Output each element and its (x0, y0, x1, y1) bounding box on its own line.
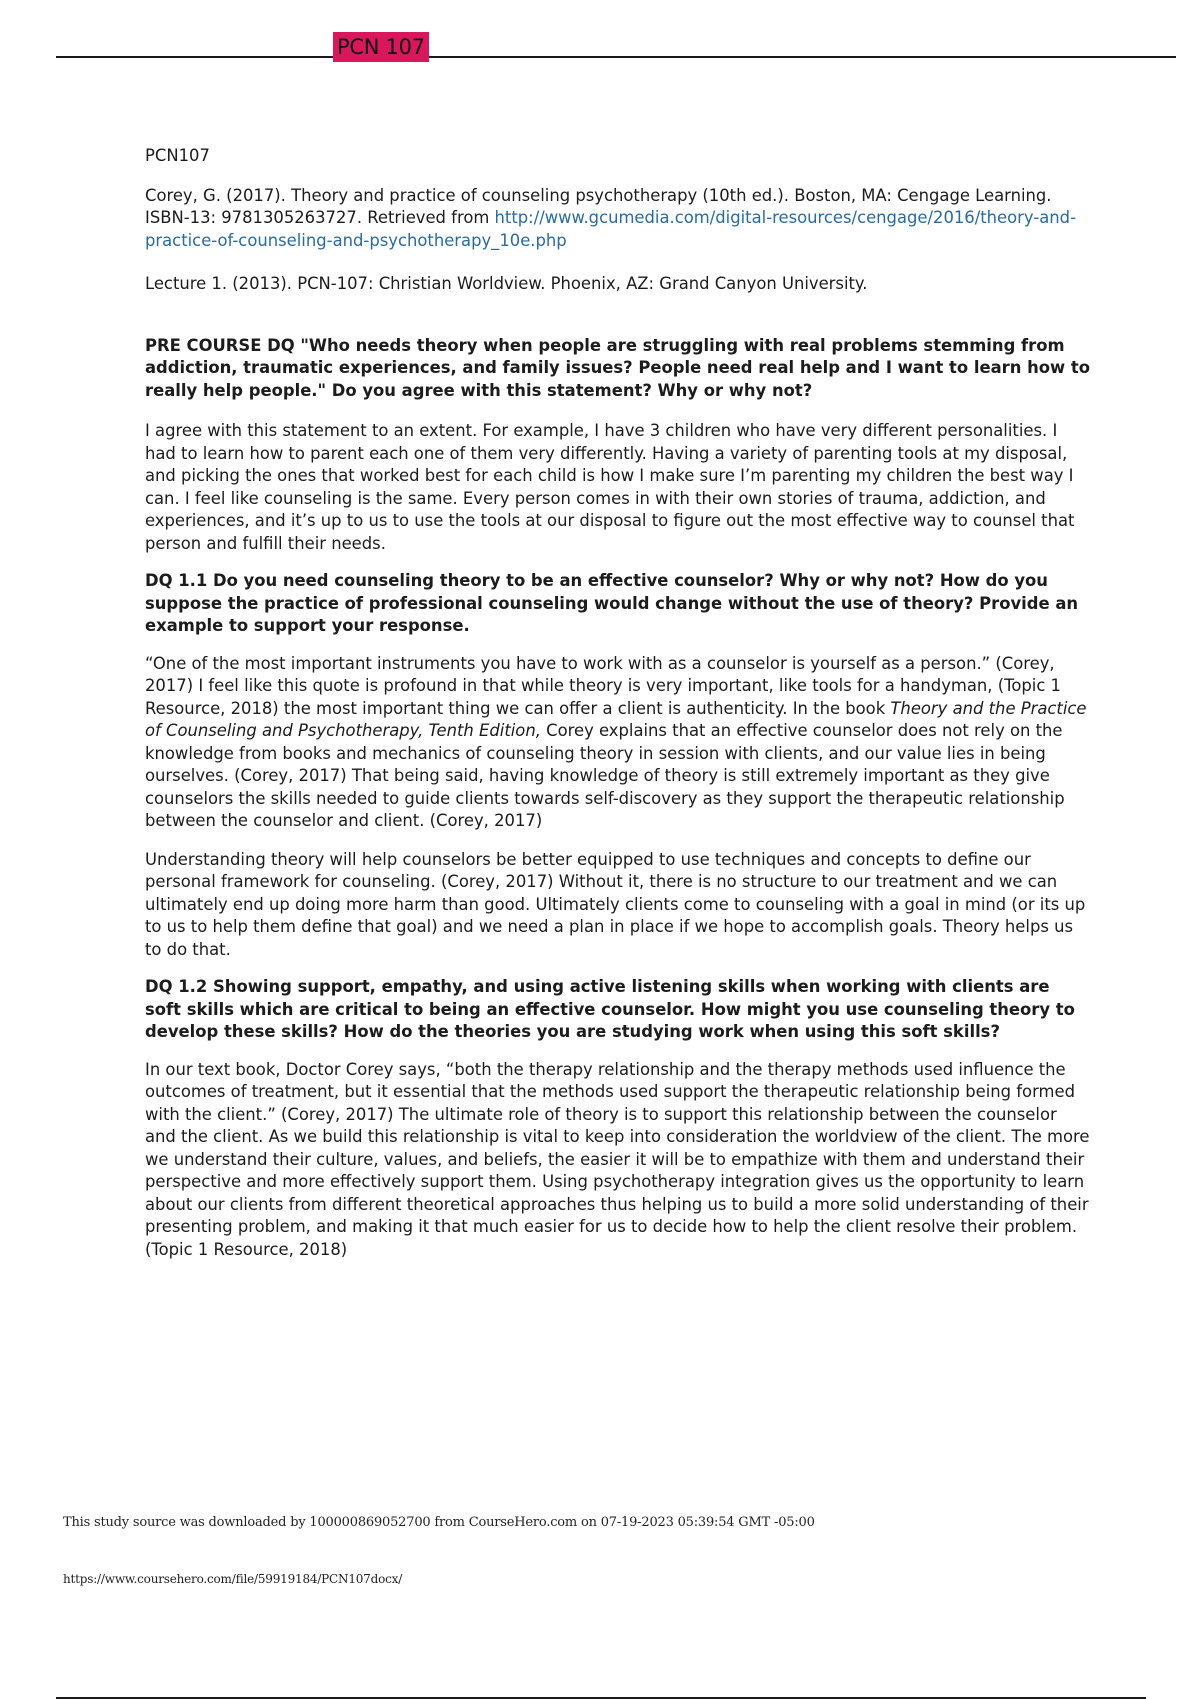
answer-dq-1-1 (145, 653, 1090, 833)
source-url[interactable]: https://www.coursehero.com/file/59919184/PCN107docx/ (63, 1572, 403, 1586)
document-body (145, 145, 1090, 1261)
bottom-rule (56, 1697, 1146, 1699)
question-dq-1-1: DQ 1.1 Do you need counseling theory to be an effective counselor? Why or why not? How do you suppose the practice of professional counseling would change without the use of theory? Provide an example to support your response. (145, 571, 1079, 635)
answer-pre-course: I agree with this statement to an extent. For example, I have 3 children who have very different personalities. I had to learn how to parent each one of them very differently. Having a variety of parenting tools at my disposal, and picking the ones that worked best for each child is how I make sure I’m parenting my children the best way I can. I feel like counseling is the same. Every person comes in with their own stories of trauma, addiction, and experiences, and it’s up to us to use the tools at our disposal to figure out the most effective way to counsel that person and fulfill their needs. (145, 421, 1075, 553)
reference-lecture: Lecture 1. (2013). PCN-107: Christian Worldview. Phoenix, AZ: Grand Canyon University. (145, 274, 868, 293)
course-tag: PCN 107 (333, 32, 429, 62)
question-pre-course: PRE COURSE DQ "Who needs theory when people are struggling with real problems stemming from addiction, traumatic experiences, and family issues? People need real help and I want to learn how to really help people." Do you agree with this statement? Why or why not? (145, 335, 1090, 400)
question-dq-1-2: DQ 1.2 Showing support, empathy, and using active listening skills when working with clients are soft skills which are critical to being an effective counselor. How might you use counseling theory to develop these skills? How do the theories you are studying work when using this soft skills? (145, 977, 1075, 1041)
answer-dq-1-2: In our text book, Doctor Corey says, “both the therapy relationship and the therapy methods used influence the outcomes of treatment, but it essential that the methods used support the therapeutic relationship being formed with the client.” (Corey, 2017) The ultimate role of theory is to support this relationship between the counselor and the client. As we build this relationship is vital to keep into consideration the worldview of the client. The more we understand their culture, values, and beliefs, the easier it will be to empathize with them and understand their perspective and more effectively support them. Using psychotherapy integration gives us the opportunity to learn about our clients from different theoretical approaches thus helping us to build a more solid understanding of their presenting problem, and making it that much easier for us to decide how to help the client resolve their problem. (Topic 1 Resource, 2018) (145, 1059, 1090, 1259)
reference-corey-link[interactable]: http://www.gcumedia.com/digital-resources/cengage/2016/theory-and-practice-of-counseling-and-psychotherapy_10e.php (145, 208, 1076, 250)
answer-dq-1-1-continued: Understanding theory will help counselors be better equipped to use techniques and concepts to define our personal framework for counseling. (Corey, 2017) Without it, there is no structure to our treatment and we can ultimately end up doing more harm than good. Ultimately clients come to counseling with a goal in mind (or its up to us to help them define that goal) and we need a plan in place if we hope to accomplish goals. Theory helps us to do that. (145, 849, 1086, 959)
book-title: Theory and the Practice of Counseling and Psychotherapy, Tenth Edition, (145, 698, 1087, 740)
document-heading: PCN107 (145, 146, 210, 165)
answer-dq-1-1-part1: “One of the most important instruments you have to work with as a counselor is yourself as a person.” (Corey, 2017) I feel like this quote is profound in that while theory is very important, like tools for a handyman, (Topic 1 Resource, 2018) the most important thing we can offer a client is authenticity. In the book (145, 653, 1061, 718)
answer-dq-1-1-part2: Corey explains that an effective counselor does not rely on the knowledge from books and mechanics of counseling theory in session with clients, and our value lies in being ourselves. (Corey, 2017) That being said, having knowledge of theory is still extremely important as they give counselors the skills needed to guide clients towards self-discovery as they support the therapeutic relationship between the counselor and client. (Corey, 2017) (145, 721, 1065, 830)
download-note: This study source was downloaded by 100000869052700 from CourseHero.com on 07-19-2023 05:39:54 GMT -05:00 (63, 1515, 815, 1530)
reference-corey (145, 185, 1090, 253)
reference-corey-text: Corey, G. (2017). Theory and practice of counseling psychotherapy (10th ed.). Boston, MA: Cengage Learning. ISBN-13: 9781305263727. Retrieved from (145, 185, 1052, 227)
top-rule (56, 56, 1176, 58)
